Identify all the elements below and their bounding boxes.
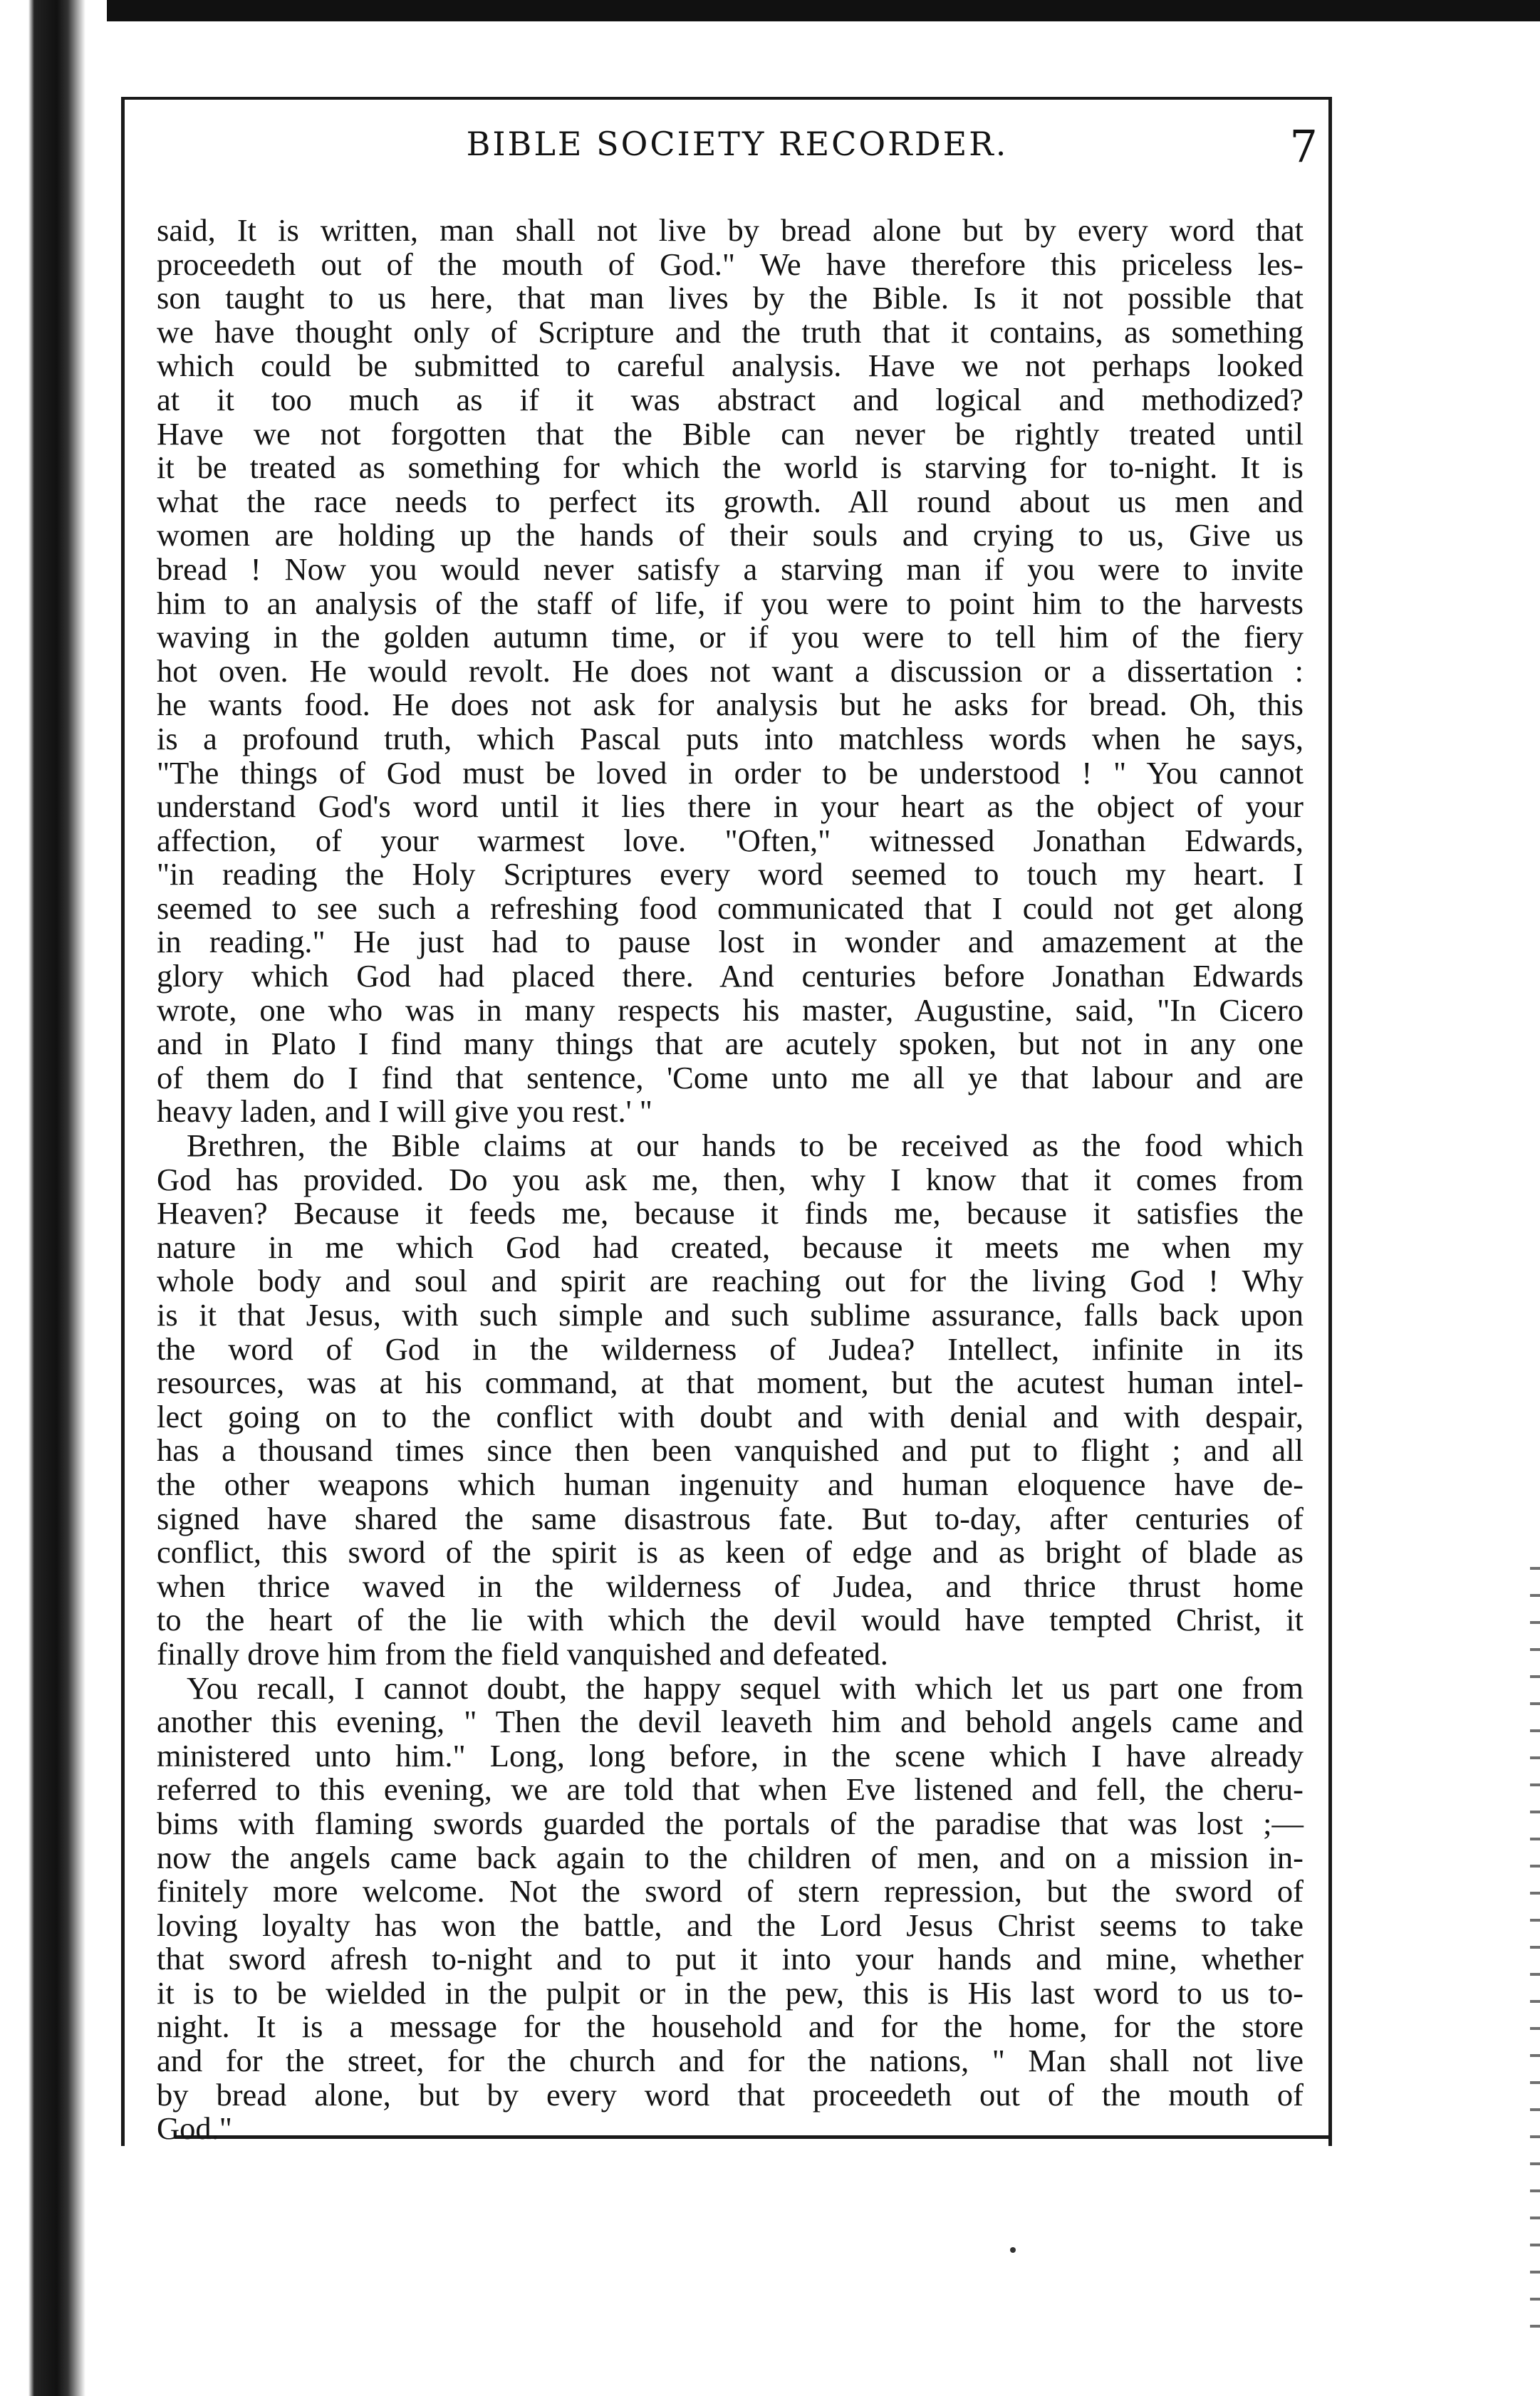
text-line: proceedeth out of the mouth of God." We have therefore this priceless les- [157, 246, 1304, 282]
text-line: understand God's word until it lies there in your heart as the object of your [157, 788, 1304, 825]
scan-right-edge-specks [1530, 1567, 1540, 2350]
text-line: bread ! Now you would never satisfy a starving man if you were to invite [157, 551, 1304, 587]
ink-dot [1010, 2247, 1016, 2253]
scan-left-binding-edge [0, 0, 107, 2396]
text-line: Heaven? Because it feeds me, because it finds me, because it satisfies the [157, 1195, 1304, 1231]
text-line: at it too much as if it was abstract and logical and methodized? [157, 381, 1304, 417]
text-line: Have we not forgotten that the Bible can never be rightly treated until [157, 415, 1304, 452]
text-line: affection, of your warmest love. "Often," witnessed Jonathan Edwards, [157, 822, 1304, 858]
text-line: heavy laden, and I will give you rest.' " [157, 1093, 652, 1130]
text-line: to the heart of the lie with which the devil would have tempted Christ, it [157, 1602, 1304, 1638]
text-line: signed have shared the same disastrous fate. But to-day, after centuries of [157, 1500, 1304, 1536]
text-line: it be treated as something for which the world is starving for to-night. It is [157, 449, 1304, 486]
text-line: in reading." He just had to pause lost in wonder and amazement at the [157, 924, 1304, 960]
text-line: of them do I find that sentence, 'Come unto me all ye that labour and are [157, 1059, 1304, 1095]
text-line: waving in the golden autumn time, or if you were to tell him of the fiery [157, 619, 1304, 655]
text-line: what the race needs to perfect its growth. All round about us men and [157, 483, 1304, 519]
text-line: by bread alone, but by every word that proceedeth out of the mouth of [157, 2076, 1304, 2113]
text-line: bims with flaming swords guarded the portals of the paradise that was lost ;— [157, 1805, 1304, 1841]
text-line: glory which God had placed there. And centuries before Jonathan Edwards [157, 958, 1304, 994]
text-line: resources, was at his command, at that moment, but the acutest human intel- [157, 1365, 1304, 1401]
text-line: finally drove him from the field vanquished and defeated. [157, 1635, 888, 1672]
text-line: night. It is a message for the household and for the home, for the store [157, 2009, 1304, 2045]
text-line: Brethren, the Bible claims at our hands to be received as the food which [187, 1127, 1304, 1164]
text-line: the other weapons which human ingenuity and human eloquence have de- [157, 1466, 1304, 1502]
page-number: 7 [1289, 120, 1318, 172]
text-line: the word of God in the wilderness of Judea? Intellect, infinite in its [157, 1330, 1304, 1367]
text-line: now the angels came back again to the children of men, and on a mission in- [157, 1839, 1304, 1875]
text-line: referred to this evening, we are told that when Eve listened and fell, the cheru- [157, 1771, 1304, 1808]
text-line: loving loyalty has won the battle, and the Lord Jesus Christ seems to take [157, 1907, 1304, 1943]
text-line: him to an analysis of the staff of life, if you were to point him to the harvests [157, 585, 1304, 621]
text-line: and for the street, for the church and for the nations, " Man shall not live [157, 2043, 1304, 2079]
text-line: God has provided. Do you ask me, then, why I know that it comes from [157, 1161, 1304, 1197]
running-head [157, 120, 1318, 182]
running-title: BIBLE SOCIETY RECORDER. [466, 125, 1009, 163]
text-line: has a thousand times since then been vanquished and put to flight ; and all [157, 1432, 1304, 1469]
text-line: You recall, I cannot doubt, the happy sequel with which let us part one from [187, 1670, 1304, 1706]
text-line: that sword afresh to-night and to put it into your hands and mine, whether [157, 1941, 1304, 1977]
body-text [157, 214, 1304, 2146]
text-line: is it that Jesus, with such simple and such sublime assurance, falls back upon [157, 1297, 1304, 1333]
text-line: another this evening, " Then the devil leaveth him and behold angels came and [157, 1704, 1304, 1740]
text-line: is a profound truth, which Pascal puts into matchless words when he says, [157, 720, 1304, 756]
text-line: seemed to see such a refreshing food communicated that I could not get along [157, 890, 1304, 926]
text-line: lect going on to the conflict with doubt and with denial and with despair, [157, 1398, 1304, 1434]
text-line: conflict, this sword of the spirit is as keen of edge and as bright of blade as [157, 1534, 1304, 1571]
text-line: and in Plato I find many things that are acutely spoken, but not in any one [157, 1026, 1304, 1062]
text-line: whole body and soul and spirit are reaching out for the living God ! Why [157, 1263, 1304, 1299]
text-line: said, It is written, man shall not live by bread alone but by every word that [157, 212, 1304, 248]
text-line: wrote, one who was in many respects his master, Augustine, said, "In Cicero [157, 991, 1304, 1028]
text-line: which could be submitted to careful analysis. Have we not perhaps looked [157, 348, 1304, 384]
text-line: we have thought only of Scripture and the truth that it contains, as something [157, 313, 1304, 350]
text-line: he wants food. He does not ask for analysis but he asks for bread. Oh, this [157, 687, 1304, 723]
text-line: hot oven. He would revolt. He does not want a discussion or a dissertation : [157, 652, 1304, 689]
text-line: women are holding up the hands of their souls and crying to us, Give us [157, 517, 1304, 553]
text-line: son taught to us here, that man lives by the Bible. Is it not possible that [157, 280, 1304, 316]
scan-top-edge [0, 0, 1540, 21]
text-line: "The things of God must be loved in order to be understood ! " You cannot [157, 754, 1304, 791]
text-line: it is to be wielded in the pulpit or in the pew, this is His last word to us to- [157, 1974, 1304, 2011]
text-line: "in reading the Holy Scriptures every word seemed to touch my heart. I [157, 856, 1304, 892]
text-line: when thrice waved in the wilderness of Judea, and thrice thrust home [157, 1568, 1304, 1604]
text-line: ministered unto him." Long, long before, in the scene which I have already [157, 1737, 1304, 1773]
text-line: nature in me which God had created, because it meets me when my [157, 1229, 1304, 1265]
text-line: finitely more welcome. Not the sword of stern repression, but the sword of [157, 1873, 1304, 1910]
text-line: God." [157, 2110, 232, 2147]
